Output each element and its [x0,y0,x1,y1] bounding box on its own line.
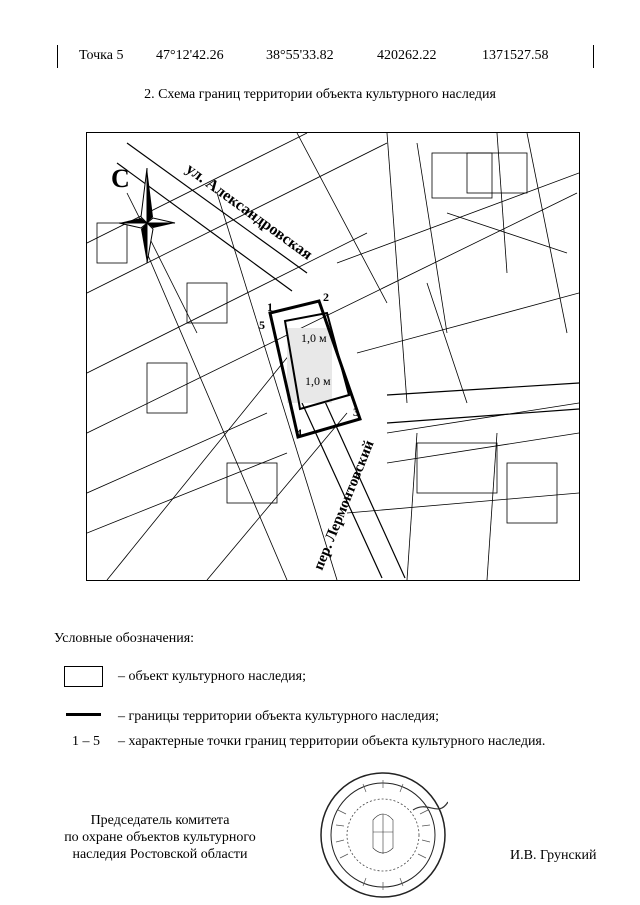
legend-boundary-symbol [66,713,101,716]
latitude-cell: 47°12'42.26 [156,48,224,63]
legend-points-key: 1 – 5 [72,734,100,749]
signatory-title [55,812,265,863]
signatory-name: И.В. Грунский [510,848,597,863]
distance-label-2: 1,0 м [305,374,331,388]
north-letter: С [111,164,130,193]
legend-title: Условные обозначения: [54,631,195,646]
legend-object-symbol [64,666,103,687]
y-coordinate-cell: 1371527.58 [482,48,549,63]
legend-object-text: – объект культурного наследия; [118,669,306,684]
distance-label-1: 1,0 м [301,331,327,345]
street-label-main: ул. Александровская [182,160,316,264]
point-label-5: 5 [259,318,265,332]
signatory-title-line: Председатель комитета [90,813,230,828]
longitude-cell: 38°55'33.82 [266,48,334,63]
signature-scribble [413,802,448,810]
signatory-title-line: по охране объектов культурного [64,830,256,845]
cadastral-map-drawing [87,133,579,580]
section-caption: 2. Схема границ территории объекта культурного наследия [144,87,496,102]
street-label-lane: пер. Лермонтовский [310,438,378,573]
boundary-map [86,132,580,581]
x-coordinate-cell: 420262.22 [377,48,437,63]
point-label-3: 3 [353,405,359,419]
coordinates-table-row [57,45,594,68]
point-label-4: 4 [296,426,302,440]
point-name-cell: Точка 5 [79,48,124,63]
point-label-1: 1 [267,300,273,314]
legend-boundary-text: – границы территории объекта культурного наследия; [118,709,439,724]
signatory-title-line: наследия Ростовской области [72,847,248,862]
point-label-2: 2 [323,290,329,304]
legend-points-text: – характерные точки границ территории объекта культурного наследия. [118,734,546,749]
official-seal-stamp [318,770,448,900]
